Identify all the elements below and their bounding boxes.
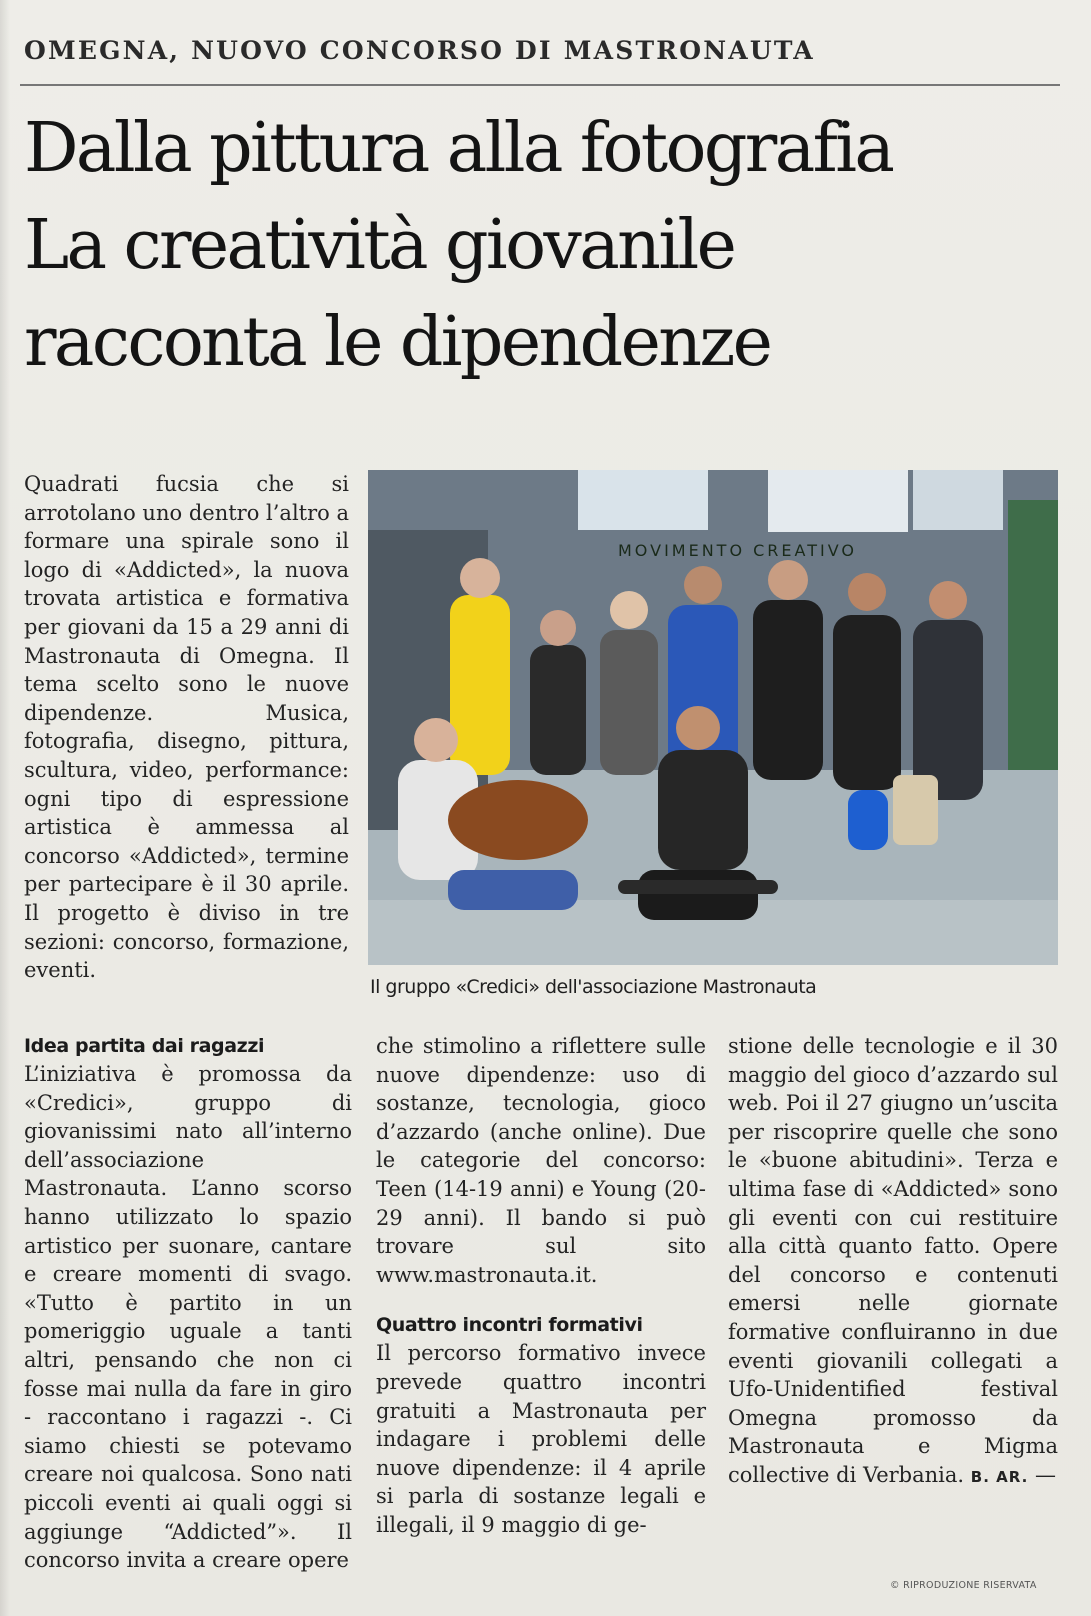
column-2-text: che stimolino a riflettere sulle nuove dipendenze: uso di sostanze, tecnologia, gioco d’azzardo (anche online). Due le categorie del concorso: Teen (14-19 anni) e Young (20-29 anni). Il bando si può trovare sul sito www.mastronauta.it. [376,1034,706,1287]
intro-paragraph: Quadrati fucsia che si arrotolano uno dentro l’altro a formare una spirale sono il logo di «Addicted», la nuova trovata artistica e formativa per giovani da 15 a 29 anni di Mastronauta di Omegna. Il tema scelto sono le nuove dipendenze. Musica, fotografia, disegno, pittura, scultura, video, performance: ogni tipo di espressione artistica è ammessa al concorso «Addicted», termine per partecipare è il 30 aprile. Il progetto è diviso in tre sezioni: concorso, formazione, eventi. [24,472,349,983]
page-fold-shadow [0,0,10,1616]
group-photo [368,470,1058,965]
article-headline [24,100,1084,391]
kicker-divider [20,84,1060,86]
photo-wall-sign: MOVIMENTO CREATIVO [618,541,857,560]
headline-line-1: Dalla pittura alla fotografia [24,109,893,188]
article-kicker: OMEGNA, NUOVO CONCORSO DI MASTRONAUTA [24,36,815,65]
author-signature: B. AR. [970,1467,1029,1486]
column-1-text: L’iniziativa è promossa da «Credici», gruppo di giovanissimi nato all’interno dell’associazione Mastronauta. L’anno scorso hanno utilizzato lo spazio artistico per suonare, cantare e creare momenti di svago. «Tutto è partito in un pomeriggio uguale a tanti altri, pensando che non ci fosse mai nulla da fare in giro - raccontano i ragazzi -. Ci siamo chiesti se potevamo creare noi qualcosa. Sono nati piccoli eventi ai quali oggi si aggiunge “Addicted”». Il concorso invita a creare opere [24,1062,352,1573]
headline-line-2: La creatività giovanile [24,206,735,285]
column-2 [376,1032,706,1540]
subhead-incontri: Quattro incontri formativi [376,1314,643,1337]
headline-line-3: racconta le dipendenze [24,303,771,382]
signature-dash: — [1028,1462,1056,1487]
column-2-text-b: Il percorso formativo invece prevede quattro incontri gratuiti a Mastronauta per indagare i problemi delle nuove dipendenze: il 4 aprile si parla di sostanze legali e illegali, il 9 maggio di ge- [376,1341,706,1537]
column-3-text: stione delle tecnologie e il 30 maggio del gioco d’azzardo sul web. Poi il 27 giugno un’uscita per riscoprire quelle che sono le «buone abitudini». Terza e ultima fase di «Addicted» sono gli eventi con cui restituire alla città quanto fatto. Opere del concorso e contenuti emersi nelle giornate formative confluiranno in due eventi giovanili collegati a Ufo-Unidentified festival Omegna promosso da Mastronauta e Migma collective di Verbania. [728,1034,1058,1487]
group-photo-illustration [368,470,1058,965]
column-3 [728,1032,1058,1492]
rights-notice: © RIPRODUZIONE RISERVATA [890,1580,1037,1591]
column-1 [24,1032,352,1575]
photo-caption: Il gruppo «Credici» dell'associazione Mastronauta [370,976,817,998]
subhead-idea: Idea partita dai ragazzi [24,1035,265,1057]
